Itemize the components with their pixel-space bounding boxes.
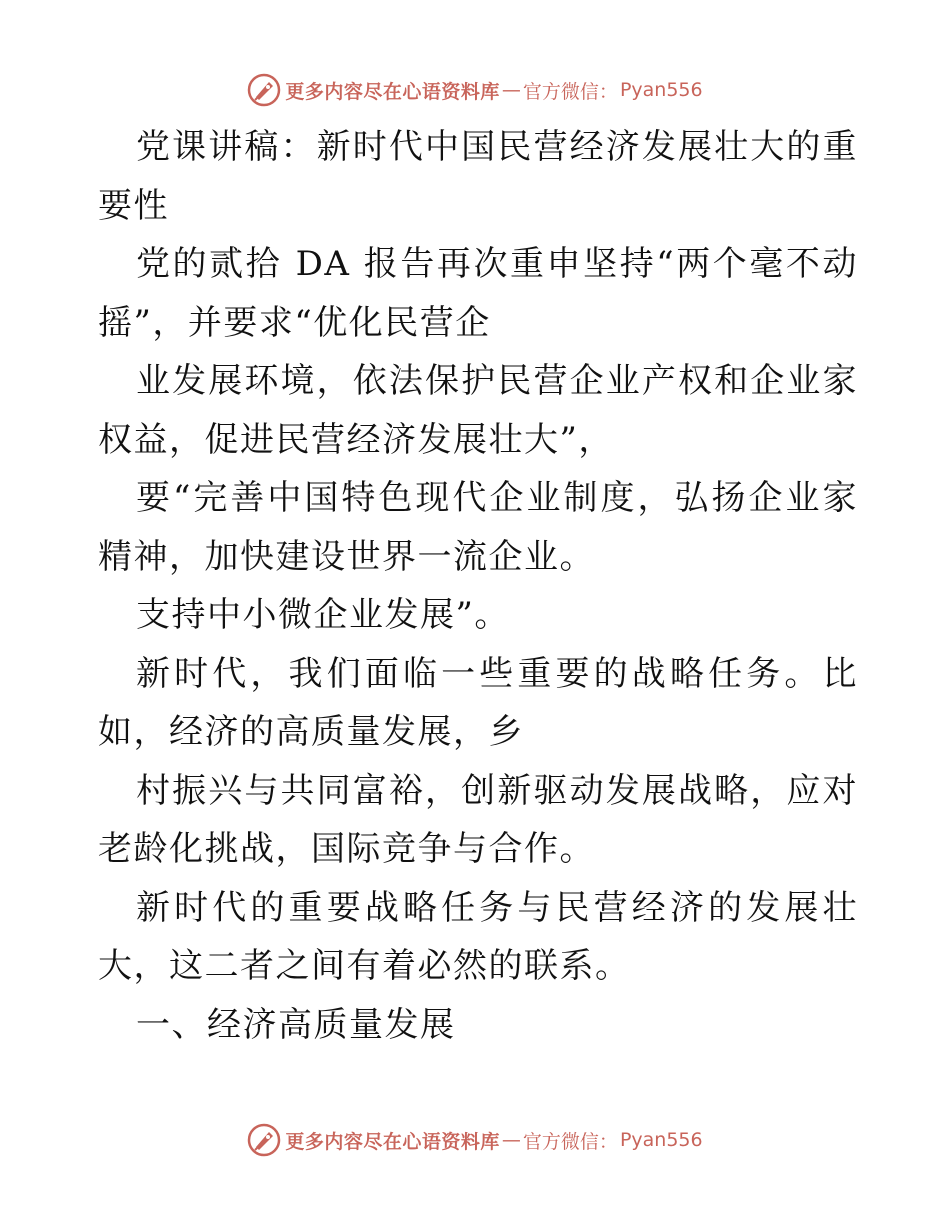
watermark-main-text: 更多内容尽在心语资料库	[285, 80, 500, 103]
paragraph: 村振兴与共同富裕，创新驱动发展战略，应对老龄化挑战，国际竞争与合作。	[98, 770, 858, 869]
paragraph: 业发展环境，依法保护民营企业产权和企业家权益，促进民营经济发展壮大”，	[98, 361, 858, 460]
watermark-main-text: 更多内容尽在心语资料库	[285, 1130, 500, 1153]
watermark-dash: —	[501, 79, 521, 101]
paragraph: 要“完善中国特色现代企业制度，弘扬企业家精神，加快建设世界一流企业。	[98, 478, 858, 577]
pen-nib-icon	[247, 1123, 281, 1157]
watermark-wechat-id: Pyan556	[619, 79, 703, 101]
paragraph: 党的贰拾 DA 报告再次重申坚持“两个毫不动摇”，并要求“优化民营企	[98, 244, 858, 343]
document-body	[98, 118, 858, 1054]
footer-watermark	[0, 1120, 950, 1160]
paragraph: 新时代，我们面临一些重要的战略任务。比如，经济的高质量发展，乡	[98, 653, 858, 752]
paragraph: 新时代的重要战略任务与民营经济的发展壮大，这二者之间有着必然的联系。	[98, 887, 858, 986]
pen-nib-icon	[247, 73, 281, 107]
section-heading: 一、经济高质量发展	[136, 1004, 456, 1045]
document-title: 党课讲稿：新时代中国民营经济发展壮大的重要性	[98, 127, 858, 226]
watermark-wechat-id: Pyan556	[619, 1129, 703, 1151]
paragraph: 支持中小微企业发展”。	[136, 595, 510, 635]
watermark-label: 官方微信：	[522, 80, 618, 103]
watermark-label: 官方微信：	[522, 1130, 618, 1153]
watermark-dash: —	[501, 1129, 521, 1151]
header-watermark	[0, 70, 950, 110]
